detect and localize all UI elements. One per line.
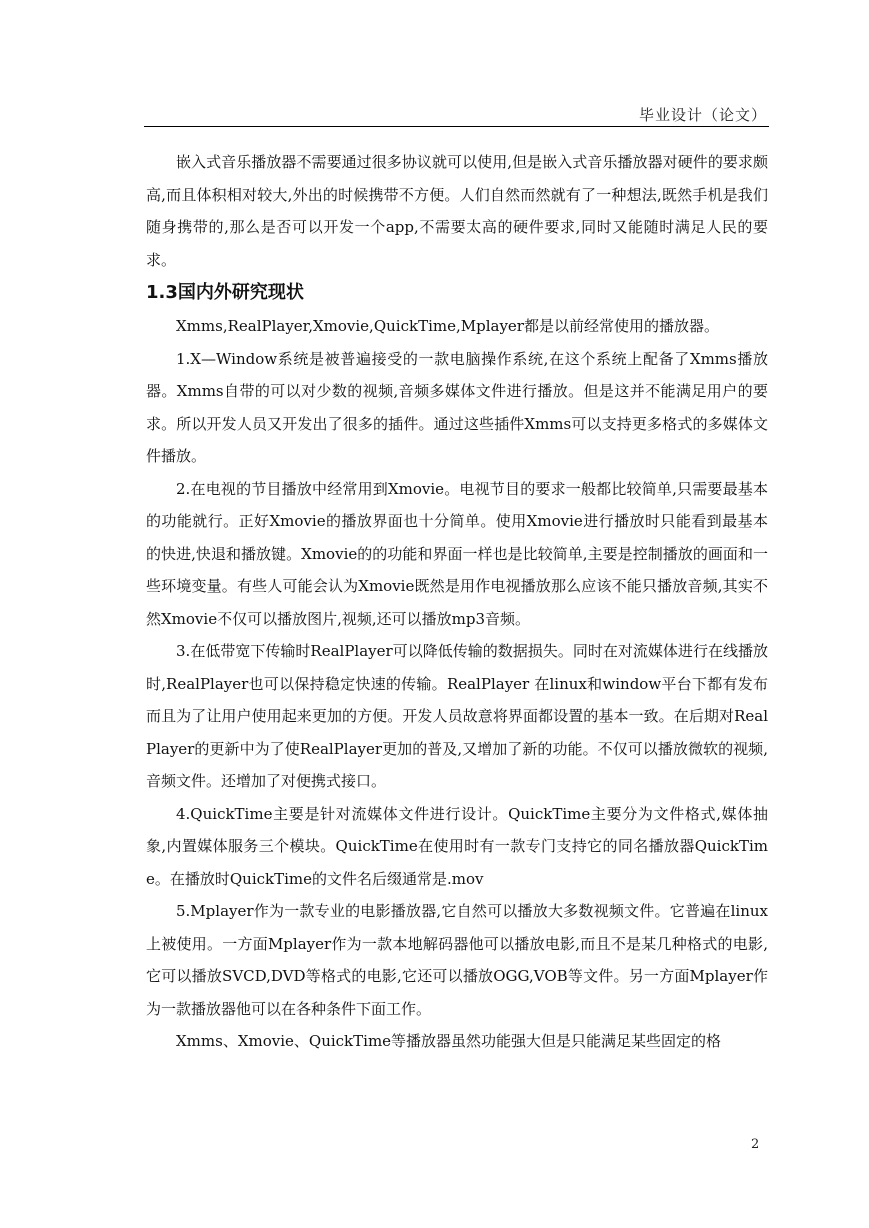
paragraph-summary: Xmms、Xmovie、QuickTime等播放器虽然功能强大但是只能满足某些固定的格	[176, 1032, 722, 1050]
section-heading: 1.3国内外研究现状	[146, 282, 304, 303]
paragraph-xmms: 1.X—Window系统是被普遍接受的一款电脑操作系统,在这个系统上配备了Xmms播放器。Xmms自带的可以对少数的视频,音频多媒体文件进行播放。但是这并不能满足用户的要求。所以开发人员又开发出了很多的插件。通过这些插件Xmms可以支持更多格式的多媒体文件播放。	[146, 349, 768, 465]
paragraph-players-list: Xmms,RealPlayer,Xmovie,QuickTime,Mplayer都是以前经常使用的播放器。	[176, 317, 719, 335]
paragraph-realplayer: 3.在低带宽下传输时RealPlayer可以降低传输的数据损失。同时在对流媒体进行在线播放时,RealPlayer也可以保持稳定快速的传输。RealPlayer 在linux和window平台下都有发布而且为了让用户使用起来更加的方便。开发人员故意将界面都设置的基本一致。在后期对RealPlayer的更新中为了使RealPlayer更加的普及,又增加了新的功能。不仅可以播放微软的视频,音频文件。还增加了对便携式接口。	[146, 642, 768, 790]
page-body	[146, 146, 768, 1058]
page-header-title: 毕业设计（论文）	[638, 106, 767, 124]
paragraph-quicktime: 4.QuickTime主要是针对流媒体文件进行设计。QuickTime主要分为文件格式,媒体抽象,内置媒体服务三个模块。QuickTime在使用时有一款专门支持它的同名播放器QuickTime。在播放时QuickTime的文件名后缀通常是.mov	[146, 804, 768, 888]
paragraph-intro: 嵌入式音乐播放器不需要通过很多协议就可以使用,但是嵌入式音乐播放器对硬件的要求颇高,而且体积相对较大,外出的时候携带不方便。人们自然而然就有了一种想法,既然手机是我们随身携带的,那么是否可以开发一个app,不需要太高的硬件要求,同时又能随时满足人民的要求。	[146, 153, 768, 269]
paragraph-xmovie: 2.在电视的节目播放中经常用到Xmovie。电视节目的要求一般都比较简单,只需要最基本的功能就行。正好Xmovie的播放界面也十分简单。使用Xmovie进行播放时只能看到最基本的快进,快退和播放键。Xmovie的的功能和界面一样也是比较简单,主要是控制播放的画面和一些环境变量。有些人可能会认为Xmovie既然是用作电视播放那么应该不能只播放音频,其实不然Xmovie不仅可以播放图片,视频,还可以播放mp3音频。	[146, 479, 768, 628]
page-number: 2	[751, 1137, 760, 1152]
paragraph-mplayer: 5.Mplayer作为一款专业的电影播放器,它自然可以播放大多数视频文件。它普遍在linux上被使用。一方面Mplayer作为一款本地解码器他可以播放电影,而且不是某几种格式的电影,它可以播放SVCD,DVD等格式的电影,它还可以播放OGG,VOB等文件。另一方面Mplayer作为一款播放器他可以在各种条件下面工作。	[146, 902, 768, 1018]
header-divider	[144, 126, 769, 127]
